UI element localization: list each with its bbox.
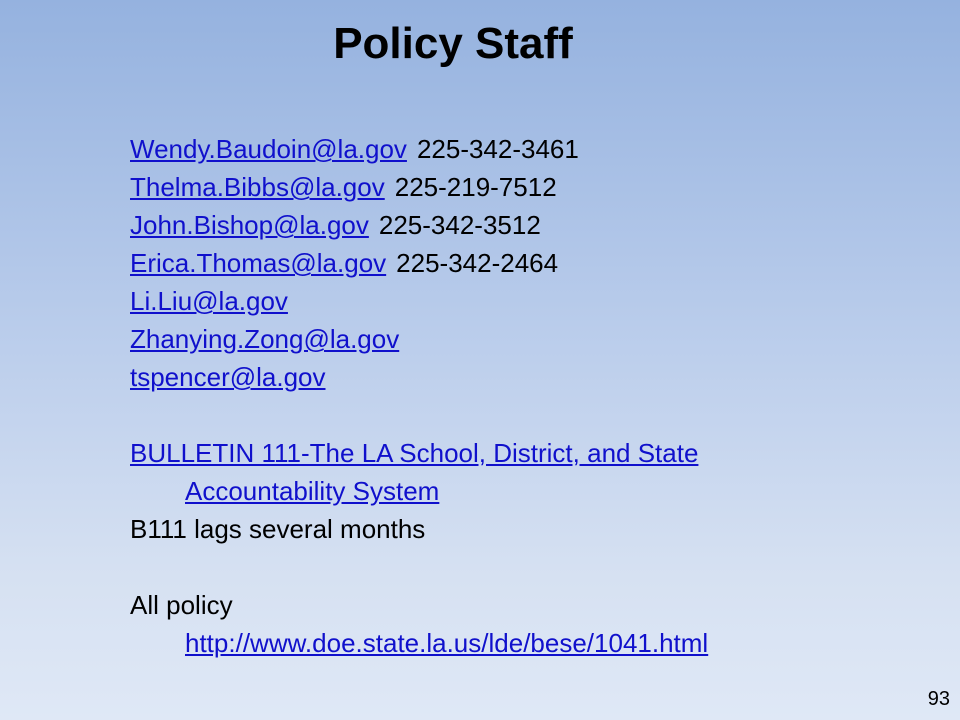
bulletin-link-row-continued	[130, 472, 910, 510]
email-link[interactable]: John.Bishop@la.gov	[130, 210, 369, 240]
email-link[interactable]: Thelma.Bibbs@la.gov	[130, 172, 385, 202]
phone-number: 225-219-7512	[394, 172, 557, 202]
contact-row	[130, 168, 910, 206]
contact-row	[130, 358, 910, 396]
phone-number: 225-342-3461	[416, 134, 579, 164]
policy-url-link[interactable]: http://www.doe.state.la.us/lde/bese/1041.html	[185, 628, 709, 658]
bulletin-link[interactable]: BULLETIN 111-The LA School, District, and State	[130, 438, 699, 468]
email-link[interactable]: Zhanying.Zong@la.gov	[130, 324, 400, 354]
contact-row	[130, 130, 910, 168]
email-link[interactable]: tspencer@la.gov	[130, 362, 326, 392]
contact-row	[130, 282, 910, 320]
phone-number: 225-342-2464	[396, 248, 559, 278]
phone-number: 225-342-3512	[378, 210, 541, 240]
contact-row	[130, 320, 910, 358]
spacer	[130, 548, 910, 586]
email-link[interactable]: Li.Liu@la.gov	[130, 286, 288, 316]
spacer	[130, 396, 910, 434]
policy-label: All policy	[130, 590, 233, 620]
slide-number: 93	[927, 688, 950, 710]
email-link[interactable]: Wendy.Baudoin@la.gov	[130, 134, 407, 164]
contact-row	[130, 206, 910, 244]
slide-content	[130, 130, 910, 662]
bulletin-link-row	[130, 434, 910, 472]
bulletin-note: B111 lags several months	[130, 514, 426, 544]
policy-url-row	[130, 624, 910, 662]
slide-title: Policy Staff	[333, 19, 573, 68]
bulletin-link-continued[interactable]: Accountability System	[185, 476, 440, 506]
contact-row	[130, 244, 910, 282]
email-link[interactable]: Erica.Thomas@la.gov	[130, 248, 387, 278]
